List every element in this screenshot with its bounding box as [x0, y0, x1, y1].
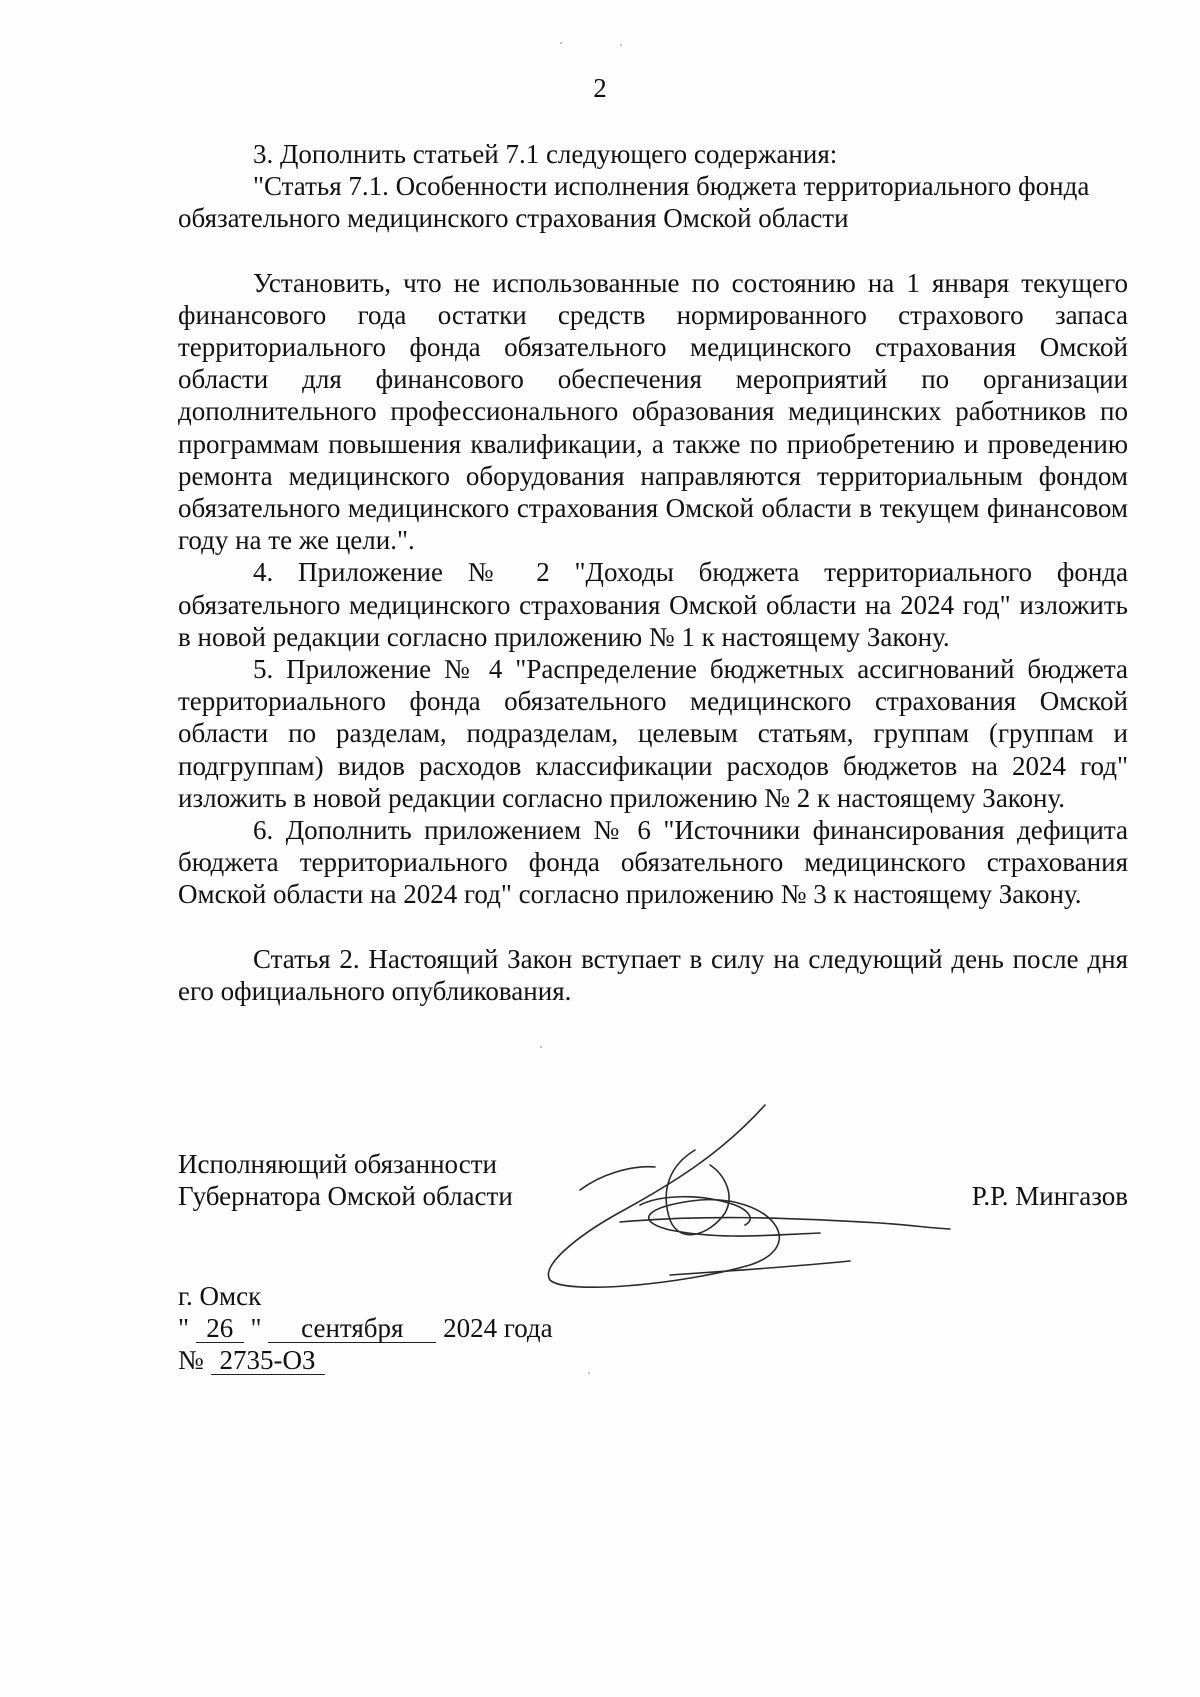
paragraph-item-3: 3. Дополнить статьей 7.1 следующего содержания: — [253, 139, 838, 169]
signer-position-line2: Губернатора Омской области — [178, 1181, 513, 1212]
place-and-date — [178, 1280, 553, 1377]
paragraph-spacer — [178, 235, 1128, 267]
signer-name: Р.Р. Мингазов — [971, 1181, 1128, 1211]
date-day: 26 — [196, 1314, 244, 1343]
date-quote-open: " — [178, 1313, 190, 1344]
scan-speck — [560, 42, 562, 44]
date-line — [178, 1312, 553, 1344]
date-quote-close: " — [250, 1313, 262, 1344]
page-number: 2 — [593, 73, 607, 103]
paragraph-item-4: 4. Приложение № 2 "Доходы бюджета территориального фонда обязательного медицинского страхования Омской области на 2024 год" изложить в новой редакции согласно приложению № 1 к настоящему Закону. — [178, 557, 1128, 652]
paragraph-item-5: 5. Приложение № 4 "Распределение бюджетных ассигнований бюджета территориального фонда обязательного медицинского страхования Омской области по разделам, подразделам, целевым статьям, группам (группам и подгруппам) видов расходов классификации расходов бюджетов на 2024 год" изложить в новой редакции согласно приложению № 2 к настоящему Закону. — [178, 654, 1128, 813]
law-number-line — [178, 1344, 553, 1376]
document-body — [178, 138, 1128, 1007]
scan-speck — [620, 44, 622, 46]
date-year: 2024 года — [443, 1313, 553, 1344]
scan-speck — [540, 1046, 542, 1048]
law-number: 2735-ОЗ — [211, 1346, 325, 1375]
city: г. Омск — [178, 1281, 262, 1311]
signer-position-line1: Исполняющий обязанности — [178, 1149, 497, 1179]
paragraph-item-6: 6. Дополнить приложением № 6 "Источники финансирования дефицита бюджета территориального фонда обязательного медицинского страхования Омской области на 2024 год" согласно приложению № 3 к настоящему Закону. — [178, 815, 1128, 910]
scan-speck — [588, 1372, 590, 1374]
handwritten-signature — [520, 1095, 980, 1295]
date-month: сентября — [268, 1314, 436, 1343]
signer-position — [178, 1148, 578, 1212]
law-number-label: № — [178, 1345, 204, 1376]
paragraph-spacer — [178, 911, 1128, 943]
article-7-1-text: Установить, что не использованные по состоянию на 1 января текущего финансового года остатки средств нормированного страхового запаса территориального фонда обязательного медицинского страхования Омской области для финансового обеспечения мероприятий по организации дополнительного профессионального образования медицинских работников по программам повышения квалификации, а также по приобретению и проведению ремонта медицинского оборудования направляются территориальным фондом обязательного медицинского страхования Омской области в текущем финансовом году на те же цели.". — [178, 267, 1128, 556]
article-7-1-heading: "Статья 7.1. Особенности исполнения бюджета территориального фонда обязательного медицинского страхования Омской области — [178, 171, 1090, 234]
article-2-text: Статья 2. Настоящий Закон вступает в силу на следующий день после дня его официального опубликования. — [178, 943, 1128, 1006]
